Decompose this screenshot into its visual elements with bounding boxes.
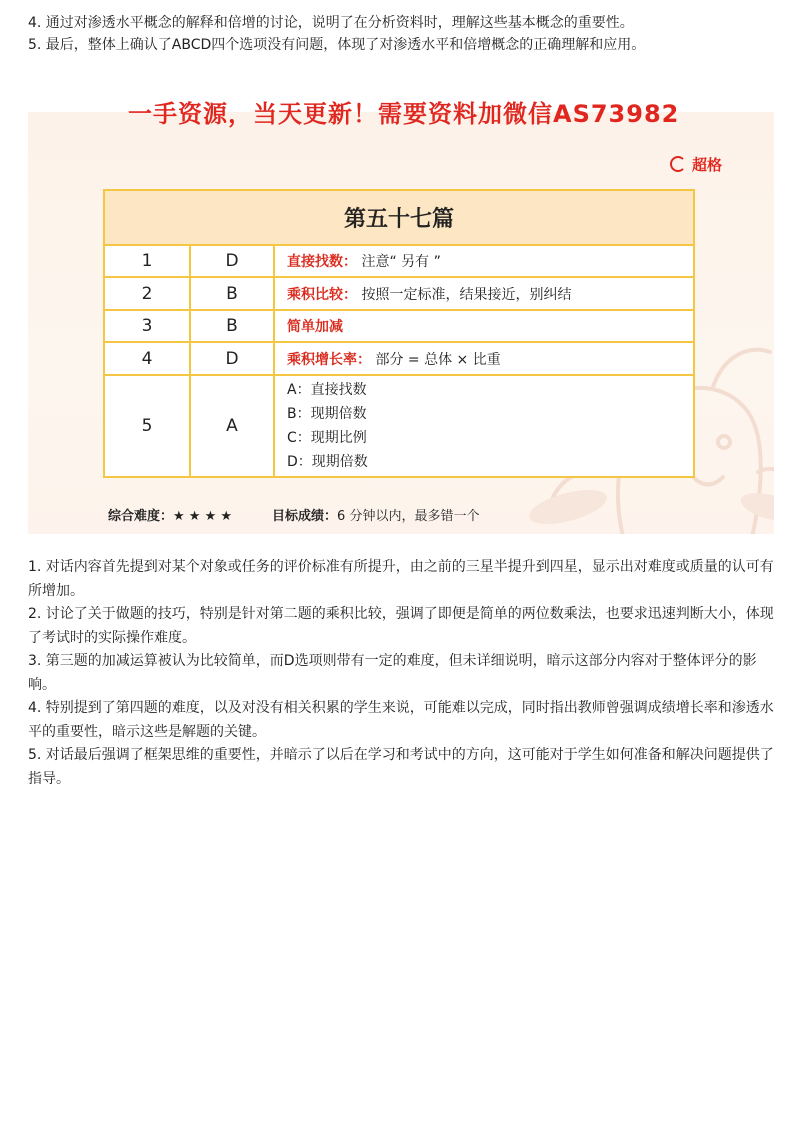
- question-number: 3: [104, 310, 190, 342]
- answer-note: [274, 277, 694, 310]
- table-header-row: [104, 190, 694, 245]
- answer-letter: B: [190, 277, 274, 310]
- answer-table: [103, 189, 695, 478]
- table-row: [104, 375, 694, 477]
- note-item: 1. 对话内容首先提到对某个对象或任务的评价标准有所提升，由之前的三星半提升到四星，显示出对难度或质量的认可有所增加。: [28, 559, 774, 599]
- brand-logo: [670, 154, 722, 175]
- banner-text: 一手资源，当天更新！需要资料加微信AS73982: [128, 100, 680, 128]
- difficulty-label: 综合难度：: [108, 509, 174, 524]
- option-item: B：现期倍数: [287, 406, 367, 422]
- answer-note: [274, 245, 694, 277]
- summary-line: [108, 505, 479, 524]
- note-item: 3. 第三题的加减运算被认为比较简单，而D选项则带有一定的难度，但未详细说明，暗示这部分内容对于整体评分的影响。: [28, 653, 757, 693]
- answer-letter: A: [190, 375, 274, 477]
- question-number: 1: [104, 245, 190, 277]
- table-row: [104, 310, 694, 342]
- figure-panel: [28, 112, 774, 534]
- note-item: 4. 特别提到了第四题的难度，以及对没有相关积累的学生来说，可能难以完成，同时指出教师曾强调成绩增长率和渗透水平的重要性，暗示这些是解题的关键。: [28, 700, 774, 740]
- note-item: 2. 讨论了关于做题的技巧，特别是针对第二题的乘积比较，强调了即便是简单的两位数乘法，也要求迅速判断大小，体现了考试时的实际操作难度。: [28, 606, 774, 646]
- answer-note: [274, 310, 694, 342]
- question-number: 4: [104, 342, 190, 375]
- note-item: 5. 最后，整体上确认了ABCD四个选项没有问题，体现了对渗透水平和倍增概念的正确理解和应用。: [28, 37, 646, 53]
- method-keyword: 简单加减: [287, 319, 343, 335]
- method-keyword: 乘积增长率：: [287, 351, 371, 368]
- option-item: C：现期比例: [287, 430, 367, 446]
- answer-note: [274, 342, 694, 375]
- bottom-notes: [28, 556, 776, 791]
- answer-letter: B: [190, 310, 274, 342]
- answer-options: [274, 375, 694, 477]
- target-value: 6 分钟以内，最多错一个: [337, 509, 480, 524]
- answer-letter: D: [190, 342, 274, 375]
- answer-letter: D: [190, 245, 274, 277]
- question-number: 2: [104, 277, 190, 310]
- method-text: 注意“ 另有 ”: [361, 254, 441, 270]
- table-row: [104, 342, 694, 375]
- method-keyword: 直接找数：: [287, 254, 357, 270]
- table-row: [104, 245, 694, 277]
- method-text: 部分 = 总体 × 比重: [375, 351, 501, 368]
- question-number: 5: [104, 375, 190, 477]
- brand-name: 超格: [691, 156, 722, 174]
- option-item: D：现期倍数: [287, 454, 368, 470]
- top-notes: [28, 12, 776, 56]
- option-item: A：直接找数: [287, 382, 367, 398]
- method-text: 按照一定标准，结果接近，别纠结: [361, 286, 572, 303]
- difficulty-stars: ★ ★ ★ ★: [173, 509, 233, 524]
- answer-key-figure: [28, 92, 774, 534]
- note-item: 4. 通过对渗透水平概念的解释和倍增的讨论，说明了在分析资料时，理解这些基本概念的重要性。: [28, 15, 634, 31]
- method-keyword: 乘积比较：: [287, 286, 357, 303]
- table-row: [104, 277, 694, 310]
- table-title: 第五十七篇: [104, 190, 694, 245]
- brand-g-icon: [670, 156, 686, 172]
- note-item: 5. 对话最后强调了框架思维的重要性，并暗示了以后在学习和考试中的方向，这可能对于学生如何准备和解决问题提供了指导。: [28, 747, 774, 787]
- target-label: 目标成绩：: [272, 509, 338, 524]
